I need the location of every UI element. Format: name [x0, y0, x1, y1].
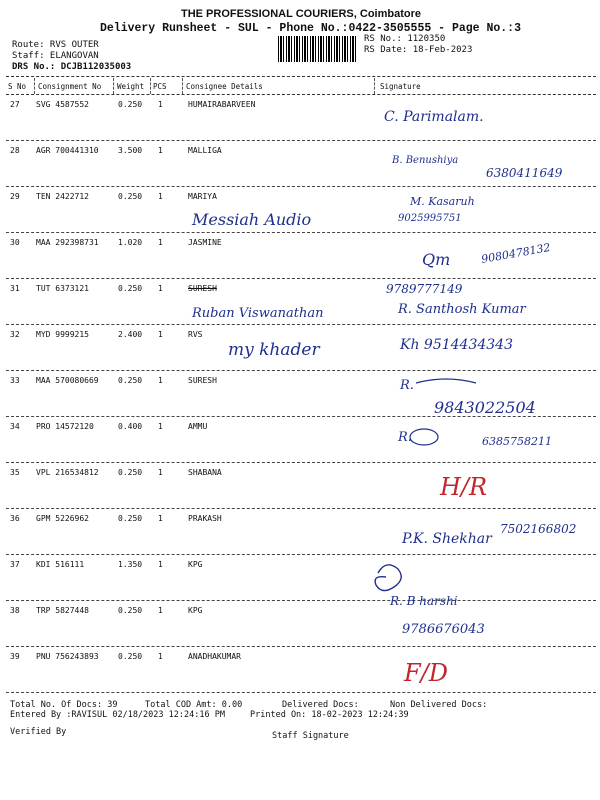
row-pcs: 1	[158, 100, 163, 109]
row-sno: 36	[10, 514, 20, 523]
row-weight: 0.250	[118, 514, 143, 523]
table-row	[6, 647, 596, 693]
col-sno: S No	[8, 82, 27, 91]
row-consignee: SURESH	[188, 376, 217, 385]
table-row	[6, 95, 596, 141]
handwritten-phone: 9843022504	[434, 398, 536, 417]
handwritten-phone: 6385758211	[482, 435, 552, 448]
signature-text: M. Kasaruh	[410, 195, 475, 208]
handwritten-signature	[6, 325, 596, 371]
col-pcs: PCS	[153, 82, 167, 91]
table-row	[6, 463, 596, 509]
row-consignment: PNU 756243893	[36, 652, 99, 661]
row-divider	[6, 692, 596, 693]
verified-by-label: Verified By	[10, 727, 67, 737]
rs-number: RS No.: 1120350	[364, 34, 446, 44]
row-pcs: 1	[158, 376, 163, 385]
signature-text: R. Santhosh Kumar	[398, 302, 526, 317]
runsheet-line: Delivery Runsheet - SUL - Phone No.:0422-3505555 - Page No.:3	[100, 22, 521, 35]
handwritten-signature	[6, 509, 596, 555]
row-pcs: 1	[158, 330, 163, 339]
row-sno: 28	[10, 146, 20, 155]
handwritten-phone: 9786676043	[402, 622, 485, 637]
table-row	[6, 509, 596, 555]
handwritten-signature	[6, 95, 596, 141]
row-sno: 33	[10, 376, 20, 385]
handwritten-phone: 6380411649	[486, 166, 563, 180]
row-sno: 30	[10, 238, 20, 247]
table-row	[6, 371, 596, 417]
col-divider	[374, 78, 375, 94]
row-consignee: RVS	[188, 330, 203, 339]
row-sno: 35	[10, 468, 20, 477]
handwritten-phone: 7502166802	[500, 522, 577, 536]
handwritten-signature	[6, 279, 596, 325]
row-pcs: 1	[158, 560, 163, 569]
row-consignee: KPG	[188, 560, 203, 569]
row-consignment: KDI 516111	[36, 560, 85, 569]
row-pcs: 1	[158, 422, 163, 431]
row-consignee: ANADHAKUMAR	[188, 652, 241, 661]
row-consignment: VPL 216534812	[36, 468, 99, 477]
handwritten-phone: 9789777149	[386, 282, 463, 296]
entered-by: Entered By :RAVISUL 02/18/2023 12:24:16 PM	[10, 710, 225, 720]
row-sno: 31	[10, 284, 20, 293]
row-pcs: 1	[158, 468, 163, 477]
route-label: Route: RVS OUTER	[12, 40, 99, 50]
handwritten-signature	[6, 555, 596, 601]
row-sno: 37	[10, 560, 20, 569]
row-consignment: MAA 292398731	[36, 238, 99, 247]
runsheet-table	[6, 95, 596, 693]
row-sno: 27	[10, 100, 20, 109]
row-weight: 0.250	[118, 100, 143, 109]
signature-text: P.K. Shekhar	[402, 531, 492, 547]
row-consignee: SHABANA	[188, 468, 222, 477]
row-pcs: 1	[158, 514, 163, 523]
row-weight: 0.400	[118, 422, 143, 431]
signature-text: R.	[400, 378, 414, 393]
handwritten-signature	[6, 417, 596, 463]
row-consignee: MALLIGA	[188, 146, 222, 155]
rs-date: RS Date: 18-Feb-2023	[364, 45, 473, 55]
row-weight: 0.250	[118, 284, 143, 293]
row-consignment: SVG 4587552	[36, 100, 89, 109]
table-row	[6, 417, 596, 463]
row-pcs: 1	[158, 606, 163, 615]
row-weight: 0.250	[118, 652, 143, 661]
staff-label: Staff: ELANGOVAN	[12, 51, 99, 61]
row-consignment: PRO 14572120	[36, 422, 94, 431]
row-consignment: AGR 700441310	[36, 146, 99, 155]
row-weight: 0.250	[118, 468, 143, 477]
signature-text: C. Parimalam.	[384, 109, 484, 125]
non-delivered-docs: Non Delivered Docs:	[390, 700, 488, 710]
total-cod: Total COD Amt: 0.00	[145, 700, 243, 710]
handwritten-phone: 9025995751	[398, 213, 462, 224]
handwritten-signature	[6, 187, 596, 233]
row-weight: 2.400	[118, 330, 143, 339]
col-consignment: Consignment No	[38, 82, 102, 91]
row-consignment: MYD 9999215	[36, 330, 89, 339]
row-pcs: 1	[158, 192, 163, 201]
table-row	[6, 325, 596, 371]
signature-stroke	[416, 379, 476, 383]
table-row	[6, 187, 596, 233]
row-weight: 3.500	[118, 146, 143, 155]
status-mark: F/D	[404, 659, 448, 687]
handwritten-name: Messiah Audio	[192, 210, 312, 229]
table-header	[6, 80, 596, 94]
row-consignee: AMMU	[188, 422, 208, 431]
row-consignment: GPM 5226962	[36, 514, 89, 523]
col-consignee: Consignee Details	[186, 82, 263, 91]
row-consignment: MAA 570080669	[36, 376, 99, 385]
signature-text: Qm	[422, 250, 451, 269]
row-weight: 0.250	[118, 376, 143, 385]
row-sno: 32	[10, 330, 20, 339]
status-mark: H/R	[440, 473, 488, 501]
row-sno: 38	[10, 606, 20, 615]
table-row	[6, 555, 596, 601]
table-row	[6, 279, 596, 325]
row-consignee: KPG	[188, 606, 203, 615]
row-pcs: 1	[158, 146, 163, 155]
row-consignee: HUMAIRABARVEEN	[188, 100, 256, 109]
row-pcs: 1	[158, 284, 163, 293]
signature-text: R.	[398, 430, 412, 445]
handwritten-signature	[6, 594, 596, 647]
signature-stroke	[410, 429, 438, 445]
drs-number: DRS No.: DCJB112035003	[12, 62, 132, 72]
row-weight: 0.250	[118, 606, 143, 615]
row-consignment: TUT 6373121	[36, 284, 89, 293]
row-weight: 1.020	[118, 238, 143, 247]
col-divider	[150, 78, 151, 94]
handwritten-name: my khader	[228, 340, 320, 360]
row-consignee: PRAKASH	[188, 514, 222, 523]
row-sno: 34	[10, 422, 20, 431]
signature-text: R. B harshi	[390, 594, 458, 608]
staff-signature-label: Staff Signature	[272, 731, 349, 741]
row-consignment: TRP 5827448	[36, 606, 89, 615]
total-docs: Total No. Of Docs: 39	[10, 700, 118, 710]
row-consignment: TEN 2422712	[36, 192, 89, 201]
row-sno: 29	[10, 192, 20, 201]
col-divider	[113, 78, 114, 94]
row-consignee: MARIYA	[188, 192, 217, 201]
signature-text: B. Benushiya	[392, 155, 459, 166]
table-row	[6, 594, 596, 647]
col-divider	[182, 78, 183, 94]
col-weight: Weight	[117, 82, 145, 91]
col-signature: Signature	[380, 82, 421, 91]
signature-stroke	[375, 565, 401, 591]
header-top-rule	[6, 76, 596, 77]
handwritten-name: Ruban Viswanathan	[192, 306, 324, 321]
col-divider	[34, 78, 35, 94]
row-sno: 39	[10, 652, 20, 661]
delivered-docs: Delivered Docs:	[282, 700, 359, 710]
printed-on: Printed On: 18-02-2023 12:24:39	[250, 710, 409, 720]
row-consignee: JASMINE	[188, 238, 222, 247]
row-pcs: 1	[158, 652, 163, 661]
table-row	[6, 233, 596, 279]
barcode-image	[278, 36, 358, 62]
signature-text: Kh 9514434343	[400, 337, 513, 353]
row-pcs: 1	[158, 238, 163, 247]
handwritten-phone: 9080478132	[480, 240, 552, 266]
row-consignee: SURESH	[188, 284, 217, 293]
row-weight: 0.250	[118, 192, 143, 201]
row-weight: 1.350	[118, 560, 143, 569]
table-row	[6, 141, 596, 187]
company-title: THE PROFESSIONAL COURIERS, Coimbatore	[181, 8, 421, 20]
